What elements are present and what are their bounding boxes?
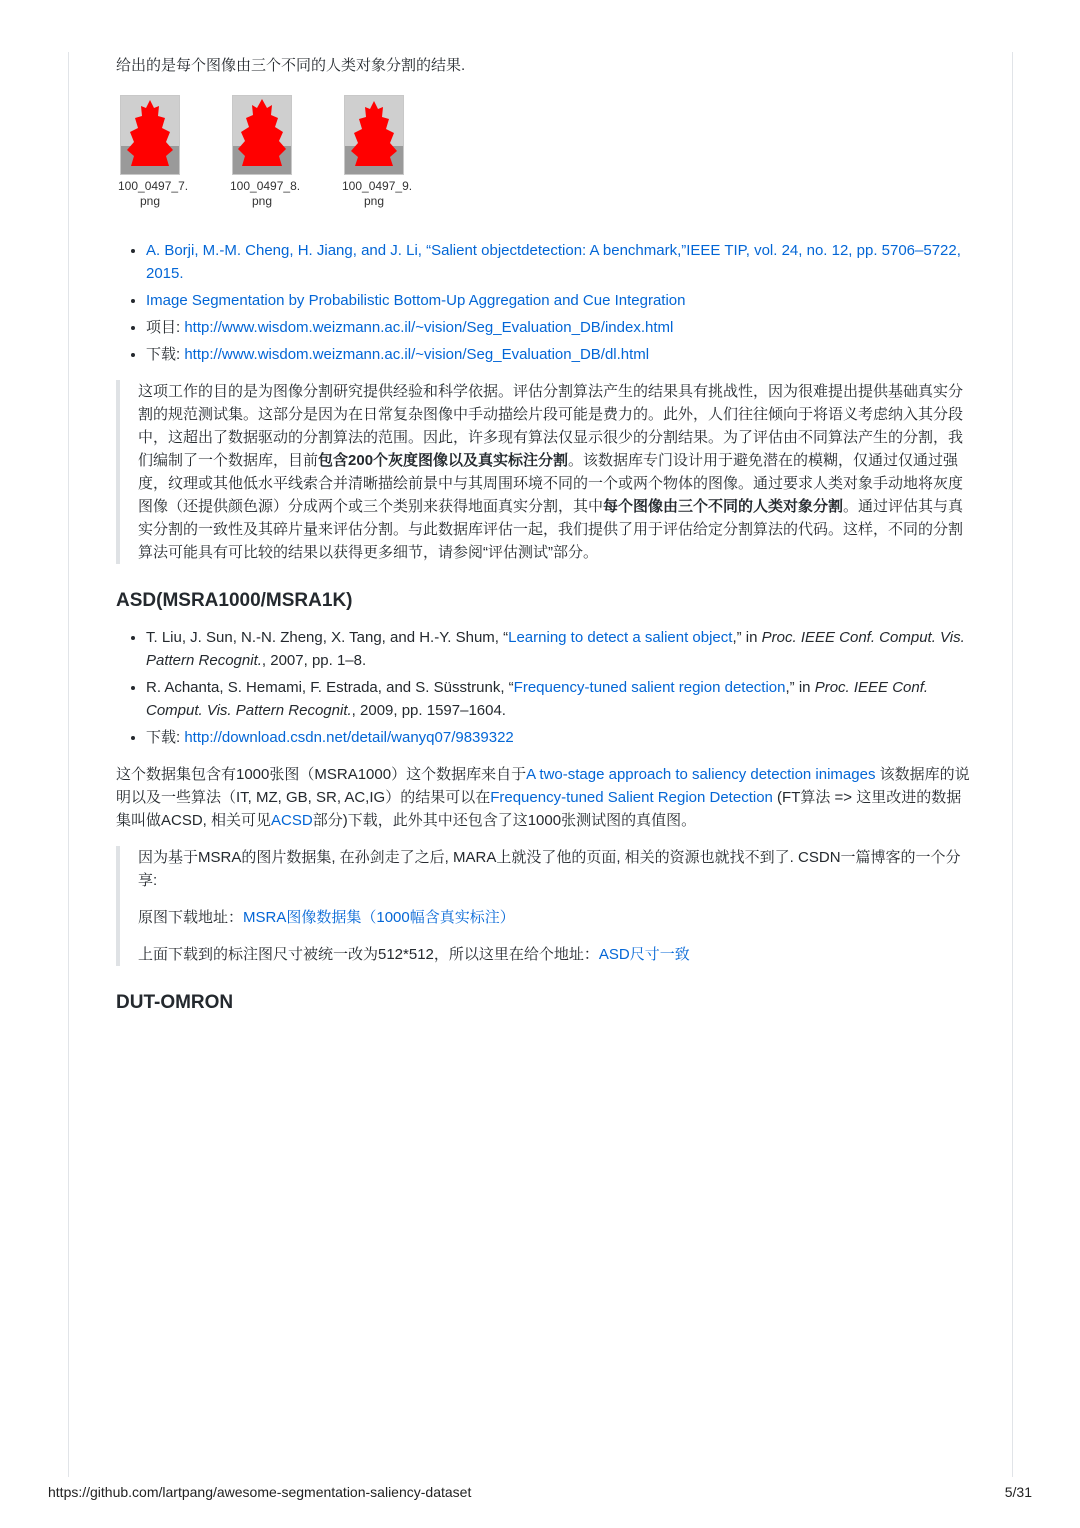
quote-text: 这项工作的目的是为图像分割研究提供经验和科学依据。评估分割算法产生的结果具有挑战性，因为很难提出提供基础真实分割的规范测试集。这部分是因为在日常复杂图像中手动描绘片段可能是费力的。此外，人们往往倾向于将语义考虑纳入其分段中，这超出了数据驱动的分割算法的范围。因此，许多现有算法仅显示很少的分割结果。为了评估由不同算法产生的分割，我们编制了一个数据库，目前 bbox=[138, 383, 964, 469]
dut-omron-heading: DUT-OMRON bbox=[116, 992, 234, 1013]
thumbnail-ext: png bbox=[251, 194, 273, 208]
weizmann-paper-link[interactable]: Image Segmentation by Probabilistic Bottom-Up Aggregation and Cue Integration bbox=[146, 292, 686, 309]
para-text: 该数据库的说明以及一些算法（IT, MZ, GB, SR, AC,IG）的结果可以在 bbox=[116, 766, 970, 806]
quote-text: 。该数据库专门设计用于避免潜在的模糊，仅通过仅通过强度，纹理或其他低水平线索合并清晰描绘前景中与其周围环境不同的一个或两个物体的图像。通过要求人类对象手动地将灰度图像（还提供颜色源）分成两个或三个类别来获得地面真实分割，其中 bbox=[138, 452, 964, 515]
para-text: 部分)下载，此外其中还包含了这1000张测试图的真值图。 bbox=[312, 812, 697, 829]
download-url-link[interactable]: http://www.wisdom.weizmann.ac.il/~vision/Seg_Evaluation_DB/dl.html bbox=[184, 346, 650, 363]
asd-size-link[interactable]: ASD尺寸一致 bbox=[598, 946, 690, 963]
para-text: 这个数据集包含有1000张图（MSRA1000）这个数据库来自于 bbox=[116, 766, 527, 783]
download-label: 下载: bbox=[146, 729, 185, 746]
weizmann-description-quote bbox=[116, 380, 972, 564]
ref-text: R. Achanta, S. Hemami, F. Estrada, and S. Süsstrunk, “ bbox=[146, 679, 514, 696]
ref-venue: Proc. IEEE Conf. Comput. Vis. Pattern Recognit. bbox=[146, 629, 965, 669]
asd-description bbox=[116, 763, 972, 832]
para-text: (FT算法 => 这里改进的数据集叫做ACSD, 相关可见 bbox=[116, 789, 962, 829]
quote-paragraph bbox=[138, 943, 972, 966]
list-item bbox=[146, 239, 972, 285]
two-stage-link[interactable]: A two-stage approach to saliency detection inimages bbox=[526, 766, 876, 783]
segmentation-image bbox=[120, 95, 180, 175]
ref-text: ,” in bbox=[785, 679, 815, 696]
quote-paragraph bbox=[138, 906, 972, 929]
content-border-left bbox=[68, 52, 69, 1477]
acsd-link[interactable]: ACSD bbox=[271, 812, 313, 829]
thumbnail[interactable] bbox=[118, 95, 189, 209]
thumbnail-row bbox=[118, 95, 972, 209]
thumbnail-filename: 100_0497_8. bbox=[230, 179, 301, 193]
ref-text: T. Liu, J. Sun, N.-N. Zheng, X. Tang, and H.-Y. Shum, “ bbox=[146, 629, 509, 646]
quote-text: 。通过评估其与真实分割的一致性及其碎片量来评估分割。与此数据库评估一起，我们提供了用于评估给定分割算法的代码。这样，不同的分割算法可能具有可比较的结果以获得更多细节，请参阅“评估测试”部分。 bbox=[138, 498, 964, 561]
segmentation-image bbox=[344, 95, 404, 175]
weizmann-reference-list bbox=[116, 239, 972, 366]
thumbnail-filename: 100_0497_9. bbox=[342, 179, 413, 193]
ref-text: , 2007, pp. 1–8. bbox=[261, 652, 367, 669]
print-url: https://github.com/lartpang/awesome-segmentation-saliency-dataset bbox=[48, 1484, 472, 1500]
list-item bbox=[146, 289, 972, 312]
quote-text: 原图下载地址： bbox=[138, 909, 244, 926]
page-number: 5/31 bbox=[1004, 1484, 1032, 1500]
borji-benchmark-link[interactable]: A. Borji, M.-M. Cheng, H. Jiang, and J. Li, “Salient objectdetection: A benchmark,”IEEE TIP, vol. 24, no. 12, pp. 5706–5722, 2015. bbox=[146, 242, 961, 282]
download-label: 下载: bbox=[146, 346, 185, 363]
thumbnail-ext: png bbox=[363, 194, 385, 208]
msra-dataset-link[interactable]: MSRA图像数据集（1000幅含真实标注） bbox=[243, 909, 515, 926]
asd-heading: ASD(MSRA1000/MSRA1K) bbox=[116, 590, 353, 611]
msra-quote bbox=[116, 846, 972, 966]
ref-text: , 2009, pp. 1597–1604. bbox=[351, 702, 506, 719]
ref-venue: Proc. IEEE Conf. Comput. Vis. Pattern Recognit. bbox=[146, 679, 929, 719]
asd-download-link[interactable]: http://download.csdn.net/detail/wanyq07/9839322 bbox=[184, 729, 514, 746]
list-item bbox=[146, 316, 972, 339]
segmentation-image bbox=[232, 95, 292, 175]
intro-text: 给出的是每个图像由三个不同的人类对象分割的结果. bbox=[116, 57, 466, 74]
ref-text: ,” in bbox=[732, 629, 762, 646]
list-item bbox=[146, 726, 972, 749]
readme-content bbox=[116, 54, 972, 1028]
thumbnail-ext: png bbox=[139, 194, 161, 208]
thumbnail[interactable] bbox=[230, 95, 301, 209]
list-item bbox=[146, 626, 972, 672]
list-item bbox=[146, 676, 972, 722]
quote-bold: 每个图像由三个不同的人类对象分割 bbox=[603, 498, 844, 515]
asd-reference-list bbox=[116, 626, 972, 749]
liu-paper-link[interactable]: Learning to detect a salient object bbox=[508, 629, 733, 646]
list-item bbox=[146, 343, 972, 366]
quote-paragraph bbox=[138, 380, 972, 564]
quote-paragraph: 因为基于MSRA的图片数据集, 在孙剑走了之后, MARA上就没了他的页面, 相关的资源也就找不到了. CSDN一篇博客的一个分享: bbox=[138, 849, 961, 889]
quote-bold: 包含200个灰度图像以及真实标注分割 bbox=[318, 452, 569, 469]
project-url-link[interactable]: http://www.wisdom.weizmann.ac.il/~vision/Seg_Evaluation_DB/index.html bbox=[184, 319, 674, 336]
content-border-right bbox=[1012, 52, 1013, 1477]
thumbnail[interactable] bbox=[342, 95, 413, 209]
thumbnail-filename: 100_0497_7. bbox=[118, 179, 189, 193]
frequency-tuned-link[interactable]: Frequency-tuned Salient Region Detection bbox=[490, 789, 773, 806]
achanta-paper-link[interactable]: Frequency-tuned salient region detection bbox=[513, 679, 786, 696]
project-label: 项目: bbox=[146, 319, 185, 336]
quote-text: 上面下载到的标注图尺寸被统一改为512*512，所以这里在给个地址： bbox=[138, 946, 599, 963]
